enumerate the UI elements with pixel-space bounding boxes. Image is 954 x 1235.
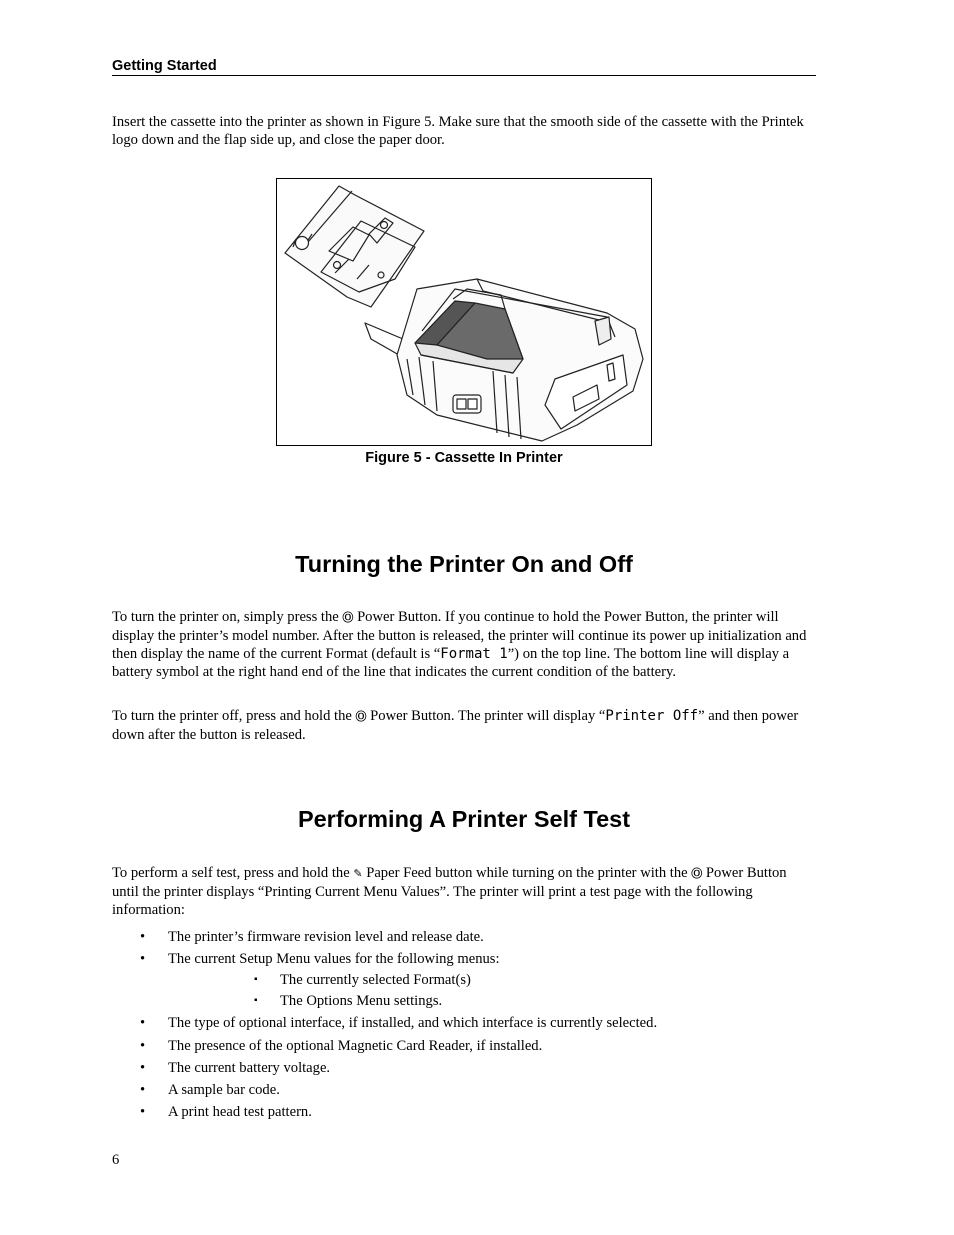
- section-heading-power: Turning the Printer On and Off: [295, 551, 633, 577]
- page-number: 6: [112, 1152, 120, 1168]
- figure-caption: Figure 5 - Cassette In Printer: [365, 450, 563, 466]
- paper-feed-icon: ✎: [353, 867, 363, 880]
- display-text-format-1: Format 1: [440, 646, 508, 662]
- power-off-paragraph: [112, 707, 816, 744]
- section-heading-self-test: Performing A Printer Self Test: [297, 806, 631, 832]
- printer-with-cassette-illustration: [277, 179, 651, 445]
- sub-list-item-text: The Options Menu settings.: [280, 993, 443, 1009]
- header-title: Getting Started: [112, 58, 217, 74]
- text-run: Paper Feed button while turning on the printer with the: [362, 865, 692, 881]
- list-item-text: The presence of the optional Magnetic Card Reader, if installed.: [168, 1038, 543, 1054]
- text-run: Power Button until the printer displays “Printing Current Menu Values”. The printer will print a test page with the following information:: [112, 865, 787, 918]
- running-header: [112, 57, 816, 76]
- power-icon: Ⓞ: [342, 611, 354, 624]
- power-on-paragraph: [112, 608, 816, 681]
- display-text-printer-off: Printer Off: [605, 708, 699, 724]
- list-item-text: A print head test pattern.: [168, 1104, 312, 1120]
- list-item-text: The type of optional interface, if installed, and which interface is currently selected.: [168, 1015, 658, 1031]
- text-run: ”) on the top line. The bottom line will display a battery symbol at the right hand end of the line that indicates the current condition of the battery.: [112, 646, 790, 680]
- text-run: To perform a self test, press and hold the: [112, 865, 354, 881]
- power-icon: Ⓞ: [355, 710, 367, 723]
- intro-paragraph: Insert the cassette into the printer as shown in Figure 5. Make sure that the smooth side of the cassette with the Printek logo down and the flap side up, and close the paper door.: [112, 114, 804, 148]
- figure-5-image: [276, 178, 652, 446]
- text-run: To turn the printer on, simply press the: [112, 609, 343, 625]
- list-item-text: The printer’s firmware revision level and release date.: [168, 929, 484, 945]
- self-test-paragraph: [112, 864, 816, 919]
- sub-list-item-text: The currently selected Format(s): [280, 972, 471, 988]
- list-item-text: The current Setup Menu values for the following menus:: [168, 951, 500, 967]
- text-run: To turn the printer off, press and hold the: [112, 708, 356, 724]
- text-run: Power Button. If you continue to hold the Power Button, the printer will display the printer’s model number. After the button is released, the printer will continue its power up initialization and then display the name of the current Format (default is “: [112, 609, 807, 662]
- power-icon: Ⓞ: [691, 867, 703, 880]
- list-item-text: A sample bar code.: [168, 1082, 280, 1098]
- text-run: ” and then power down after the button is released.: [112, 708, 799, 743]
- list-item-text: The current battery voltage.: [168, 1060, 331, 1076]
- text-run: Power Button. The printer will display “: [366, 708, 606, 724]
